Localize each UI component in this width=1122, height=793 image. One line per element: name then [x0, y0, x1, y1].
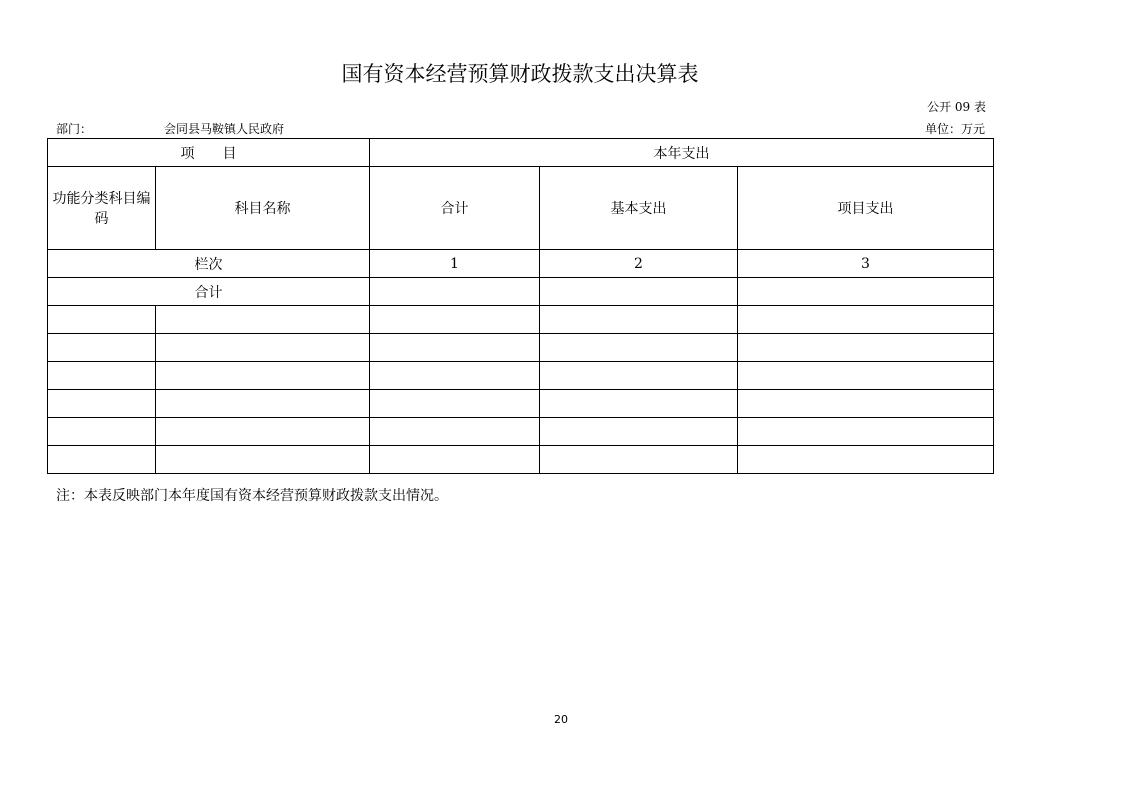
table-group-header-row: [48, 139, 994, 167]
table-cell: [48, 306, 156, 334]
index-cell: 3: [738, 250, 994, 278]
table-note: 注：本表反映部门本年度国有资本经营预算财政拨款支出情况。: [56, 488, 448, 504]
column-header-subject-name: 科目名称: [156, 167, 370, 250]
table-cell: [370, 306, 540, 334]
total-cell: [370, 278, 540, 306]
table-cell: [540, 390, 738, 418]
department-label: 部门：: [56, 122, 93, 136]
table-row: [48, 446, 994, 474]
table-row: [48, 362, 994, 390]
table-cell: [738, 418, 994, 446]
total-row: [48, 278, 994, 306]
form-code: 公开 09 表: [927, 100, 986, 114]
page-title: 国有资本经营预算财政拨款支出决算表: [341, 62, 699, 86]
table-cell: [156, 362, 370, 390]
department-name: 会同县马鞍镇人民政府: [164, 122, 285, 136]
total-cell: [738, 278, 994, 306]
table-cell: [540, 306, 738, 334]
table-cell: [738, 306, 994, 334]
total-row-label: 合计: [48, 278, 370, 306]
column-header-function-code: 功能分类科目编码: [48, 167, 156, 250]
table-cell: [156, 334, 370, 362]
table-cell: [156, 446, 370, 474]
table-row: [48, 306, 994, 334]
table-cell: [540, 362, 738, 390]
table-cell: [370, 362, 540, 390]
table-cell: [540, 446, 738, 474]
table-cell: [540, 418, 738, 446]
table-row: [48, 418, 994, 446]
table-cell: [370, 390, 540, 418]
group-header-current-year-expenditure: 本年支出: [370, 139, 994, 167]
table-cell: [48, 362, 156, 390]
table-cell: [156, 418, 370, 446]
table-cell: [738, 446, 994, 474]
table-row: [48, 334, 994, 362]
table-cell: [738, 362, 994, 390]
total-cell: [540, 278, 738, 306]
table-column-header-row: [48, 167, 994, 250]
table-cell: [370, 418, 540, 446]
table-cell: [156, 390, 370, 418]
group-header-items: 项 目: [48, 139, 370, 167]
page-number: 20: [554, 713, 568, 726]
table-row: [48, 390, 994, 418]
column-header-basic-expenditure: 基本支出: [540, 167, 738, 250]
table-cell: [48, 390, 156, 418]
table-cell: [156, 306, 370, 334]
column-header-project-expenditure: 项目支出: [738, 167, 994, 250]
table-cell: [370, 334, 540, 362]
table-cell: [738, 334, 994, 362]
table-cell: [738, 390, 994, 418]
table-cell: [48, 334, 156, 362]
table-cell: [48, 446, 156, 474]
unit-label: 单位：万元: [924, 122, 985, 136]
index-row-label: 栏次: [48, 250, 370, 278]
index-cell: 1: [370, 250, 540, 278]
index-cell: 2: [540, 250, 738, 278]
expenditure-table: [47, 138, 994, 474]
column-header-total: 合计: [370, 167, 540, 250]
index-row: [48, 250, 994, 278]
table-cell: [370, 446, 540, 474]
table-cell: [540, 334, 738, 362]
table-cell: [48, 418, 156, 446]
